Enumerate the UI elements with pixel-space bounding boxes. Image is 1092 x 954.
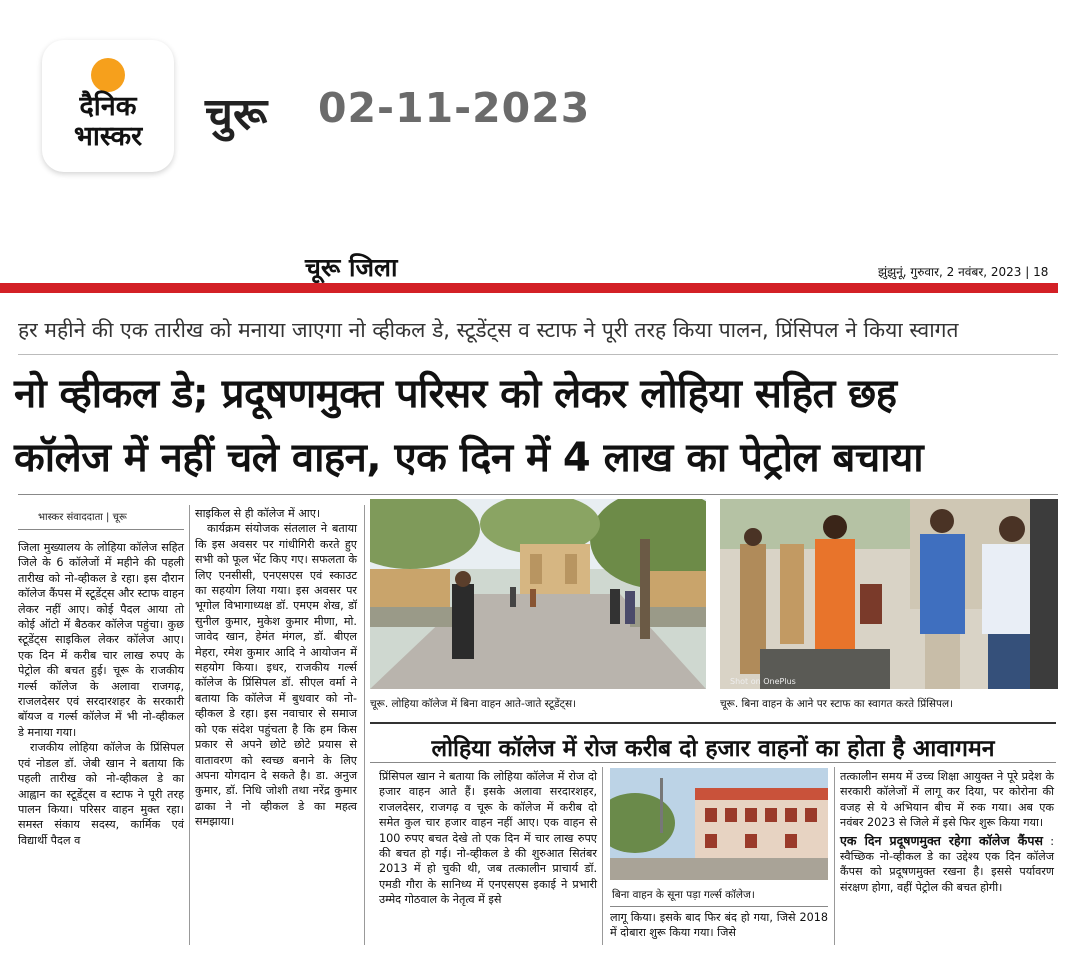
column-divider-2 <box>364 505 365 945</box>
box-column-3 <box>840 769 1054 895</box>
kicker-divider <box>18 354 1058 355</box>
box-title-rule <box>370 762 1056 763</box>
photo-students-walking <box>370 499 706 689</box>
box-divider-1 <box>602 767 603 945</box>
logo-text-line1: दैनिक <box>79 91 137 122</box>
box-column-2 <box>610 910 828 941</box>
headline-line-1: नो व्हीकल डे; प्रदूषणमुक्त परिसर को लेकर लोहिया सहित छह <box>14 371 897 417</box>
box-column-3-para-1: तत्कालीन समय में उच्च शिक्षा आयुक्त ने पूरे प्रदेश के सरकारी कॉलेजों में लागू कर दिया, पर कोरोना की वजह से ये अभियान बीच में रुक गया। अब एक नवंबर 2023 से जिले में इसे फिर शुरू किया गया। <box>840 770 1054 830</box>
box-photo-caption: बिना वाहन के सूना पड़ा गर्ल्स कॉलेज। <box>612 889 755 901</box>
headline-line-2: कॉलेज में नहीं चले वाहन, एक दिन में 4 लाख का पेट्रोल बचाया <box>14 435 924 481</box>
box-column-2-text: लागू किया। इसके बाद फिर बंद हो गया, जिसे 2018 में दोबारा शुरू किया गया। जिसे <box>610 911 828 940</box>
box-column-1 <box>379 769 597 908</box>
page-dateline: झुंझुनूं, गुरुवार, 2 नवंबर, 2023 | 18 <box>878 265 1049 279</box>
edition-date: 02-11-2023 <box>318 84 591 132</box>
section-title: चूरू जिला <box>305 253 398 282</box>
box-subhead: एक दिन प्रदूषणमुक्त रहेगा कॉलेज कैंपस <box>840 832 1043 848</box>
sun-icon <box>91 58 125 92</box>
box-divider-2 <box>834 767 835 945</box>
box-column-1-text: प्रिंसिपल खान ने बताया कि लोहिया कॉलेज में रोज दो हजार वाहन आते हैं। इसके अलावा सरदारशहर, राजलदेसर, राजगढ़ व चूरू के कॉलेज में करीब दो समेत कुल चार हजार वाहन नहीं आए। एक वाहन से 100 रुपए बचत देखे तो एक दिन में चार लाख रुपए की बचत हो गई। नो-व्हीकल डे की शुरुआत सितंबर 2013 में हो चुकी थी, जब तत्कालीन प्राचार्य डॉ. एमडी गौरा के सानिध्य में एनएसएस इकाई ने प्रभारी उम्मेद गोठवाल के नेतृत्व में इसे <box>379 770 597 907</box>
column-1 <box>18 540 184 848</box>
headline-divider <box>18 494 1058 495</box>
box-title: लोहिया कॉलेज में रोज करीब दो हजार वाहनों का होता है आवागमन <box>431 736 995 762</box>
red-divider <box>0 283 1058 293</box>
photo-1-caption: चूरू. लोहिया कॉलेज में बिना वाहन आते-जाते स्टूडेंट्स। <box>370 698 577 710</box>
column-2-para-2: कार्यक्रम संयोजक संतलाल ने बताया कि इस अवसर पर गांधीगिरी करते हुए सभी को फूल भेंट किए गए। सफलता के लिए एनसीसी, एनएसएस एवं स्काउट का सहयोग लिया गया। इस अवसर पर भूगोल विभागाध्यक्ष डॉ. एमएम शेख, डॉ सुनील कुमार, मुकेश कुमार मीणा, मो. जावेद खान, हेमंत मंगल, डॉ. बीएल मेहरा, रमेश कुमार आदि ने आयोजन में सहयोग किया। इधर, राजकीय गर्ल्स कॉलेज के प्रिंसिपल डॉ. सीएल वर्मा ने बताया कि कॉलेज में बुधवार को नो-व्हीकल डे रहा। इस नवाचार से समाज को एक संदेश पहुंचता है कि हम किस प्रकार से अपने छोटे छोटे प्रयास से वातावरण को स्वच्छ बनाने के लिए अपना योगदान दे सकते है। डा. अनुज कुमार, डॉ. निधि जोशी तथा नरेंद्र कुमार ढाका ने नो व्हीकल डे का महत्व समझाया। <box>195 522 357 829</box>
article-kicker: हर महीने की एक तारीख को मनाया जाएगा नो व्हीकल डे, स्टूडेंट्स व स्टाफ ने पूरी तरह किया पालन, प्रिंसिपल ने किया स्वागत <box>18 318 959 342</box>
column-1-para-2: राजकीय लोहिया कॉलेज के प्रिंसिपल एवं नोडल डॉ. जेबी खान ने बताया कि पहली तारीख को नो-व्हीकल डे का आह्वान का स्टूडेंट्स व स्टाफ ने पूरी तरह पालन किया। परिसर वाहन मुक्त रहा। समस्त संकाय सदस्य, कार्मिक एवं विद्यार्थी पैदल व <box>18 741 184 847</box>
box-top-rule <box>370 722 1056 724</box>
photo-principal-welcoming <box>720 499 1058 689</box>
column-1-para-1: जिला मुख्यालय के लोहिया कॉलेज सहित जिले के 6 कॉलेजों में महीने की पहली तारीख को नो-व्हीकल डे रहा। इस दौरान कॉलेज कैंपस में स्टूडेंट्स और स्टाफ वाहन लेकर नहीं आए। कोई पैदल आया तो कोई ऑटो में बैठकर कॉलेज पहुंचा। कुछ स्टूडेंट्स साइकिल लेकर कॉलेज आए। एक दिन में करीब चार लाख रुपए के पेट्रोल की बचत हुई। चूरू के राजकीय गर्ल्स कॉलेज के अलावा राजगढ़, राजलदेसर एवं सरदारशहर के सरकारी बॉयज व गर्ल्स कॉलेज में भी नो-व्हीकल डे मनाया गया। <box>18 541 184 739</box>
column-2 <box>195 506 357 830</box>
byline: भास्कर संवाददाता | चूरू <box>38 512 127 523</box>
column-divider-1 <box>189 505 190 945</box>
dainik-bhaskar-logo <box>42 40 174 172</box>
edition-city: चुरू <box>205 89 268 140</box>
photo-watermark: Shot on OnePlus <box>730 677 796 686</box>
photo-girls-college <box>610 768 828 880</box>
byline-rule <box>18 529 184 530</box>
column-2-para-1: साइकिल से ही कॉलेज में आए। <box>195 507 321 520</box>
box-photo-rule <box>610 906 828 907</box>
box-column-3-para-2: : स्वैच्छिक नो-व्हीकल डे का उद्देश्य एक दिन कॉलेज कैंपस को प्रदूषणमुक्त रखना है। इससे पर्यावरण संरक्षण होगा, वहीं पेट्रोल की बचत होगी। <box>840 834 1054 894</box>
logo-text-line2: भास्कर <box>73 121 143 152</box>
photo-2-caption: चूरू. बिना वाहन के आने पर स्टाफ का स्वागत करते प्रिंसिपल। <box>720 698 954 710</box>
